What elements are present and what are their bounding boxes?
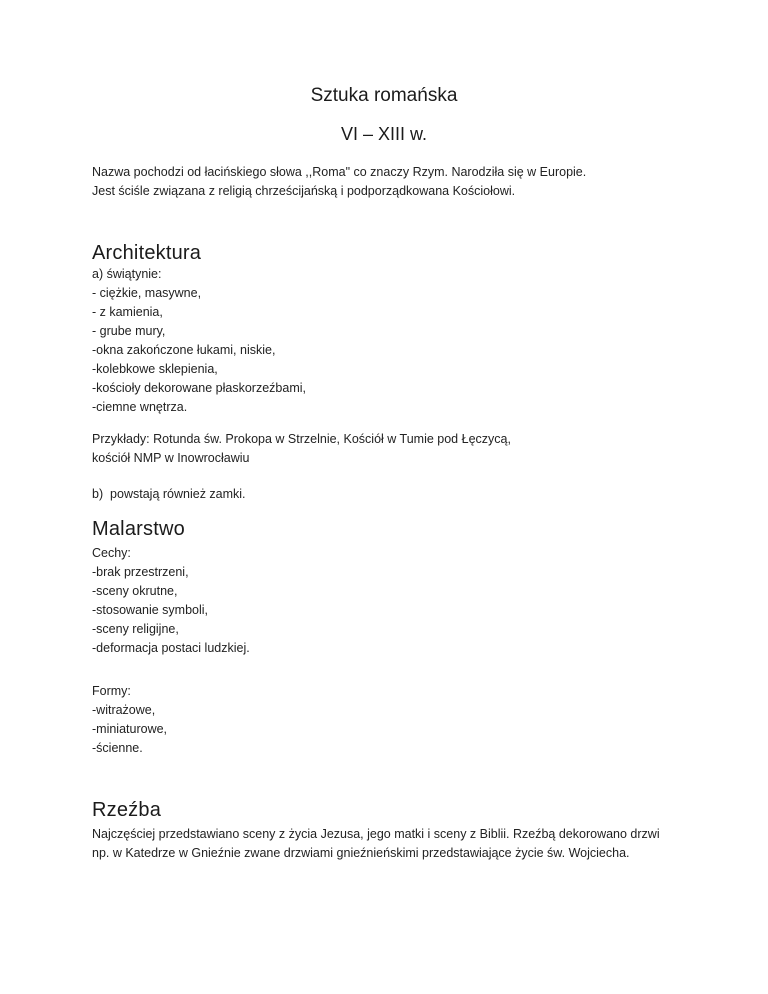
list-item: - z kamienia, — [92, 305, 163, 319]
list-item: -kolebkowe sklepienia, — [92, 362, 218, 376]
intro-line-1: Nazwa pochodzi od łacińskiego słowa ,,Roma" co znaczy Rzym. Narodziła się w Europie. — [92, 165, 587, 179]
list-item: -stosowanie symboli, — [92, 603, 209, 617]
section-heading-rzezba: Rzeźba — [92, 799, 162, 821]
architektura-sublabel: a) świątynie: — [92, 267, 162, 281]
architektura-list — [92, 265, 676, 417]
list-item: - ciężkie, masywne, — [92, 286, 202, 300]
rzezba-line-1: Najczęściej przedstawiano sceny z życia Jezusa, jego matki i sceny z Biblii. Rzeźbą dekorowano drzwi — [92, 827, 660, 841]
formy-label: Formy: — [92, 684, 131, 698]
examples-line-2: kościół NMP w Inowrocławiu — [92, 451, 250, 465]
list-item: - grube mury, — [92, 324, 166, 338]
architektura-point-b: b) powstają również zamki. — [92, 487, 246, 501]
list-item: -okna zakończone łukami, niskie, — [92, 343, 276, 357]
list-item: -miniaturowe, — [92, 722, 168, 736]
document-title: Sztuka romańska — [310, 85, 458, 106]
rzezba-paragraph — [92, 825, 676, 863]
malarstwo-formy-list — [92, 682, 676, 758]
malarstwo-cechy-list — [92, 544, 676, 658]
architektura-examples — [92, 430, 676, 468]
list-item: -deformacja postaci ludzkiej. — [92, 641, 250, 655]
rzezba-line-2: np. w Katedrze w Gnieźnie zwane drzwiami gnieźnieńskimi przedstawiające życie św. Wojciecha. — [92, 846, 630, 860]
list-item: -kościoły dekorowane płaskorzeźbami, — [92, 381, 306, 395]
list-item: -witrażowe, — [92, 703, 156, 717]
list-item: -sceny religijne, — [92, 622, 179, 636]
examples-line-1: Przykłady: Rotunda św. Prokopa w Strzelnie, Kościół w Tumie pod Łęczycą, — [92, 432, 511, 446]
section-heading-malarstwo: Malarstwo — [92, 518, 185, 540]
intro-line-2: Jest ściśle związana z religią chrześcijańską i podporządkowana Kościołowi. — [92, 184, 516, 198]
list-item: -brak przestrzeni, — [92, 565, 189, 579]
list-item: -ścienne. — [92, 741, 143, 755]
list-item: -ciemne wnętrza. — [92, 400, 188, 414]
cechy-label: Cechy: — [92, 546, 131, 560]
intro-paragraph — [92, 163, 676, 201]
document-subtitle: VI – XIII w. — [340, 124, 428, 144]
section-heading-architektura: Architektura — [92, 242, 202, 264]
list-item: -sceny okrutne, — [92, 584, 178, 598]
